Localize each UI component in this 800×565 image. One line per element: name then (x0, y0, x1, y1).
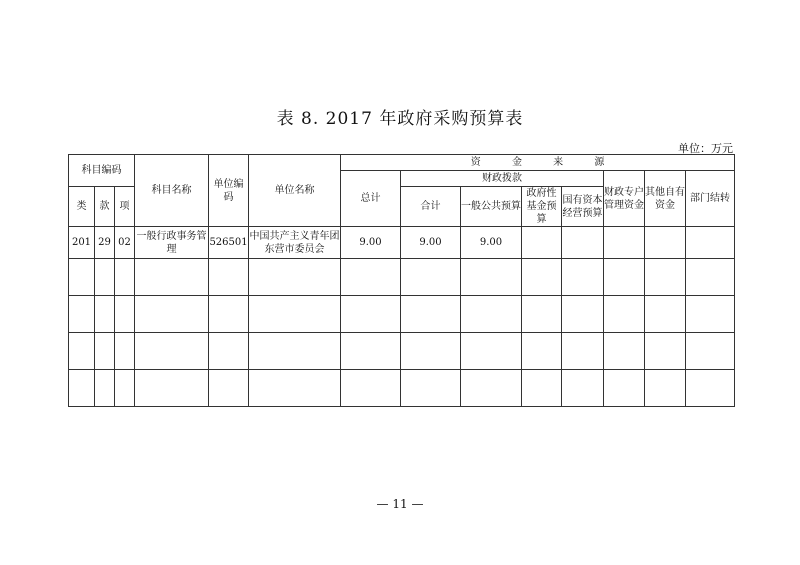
cell-xiang: 02 (115, 227, 135, 259)
empty-row (69, 296, 735, 333)
header-row-1 (69, 155, 735, 171)
header-government-fund-budget: 政府性基金预算 (522, 187, 562, 227)
empty-row (69, 333, 735, 370)
cell-other-own-funds (645, 227, 686, 259)
header-subject-code: 科目编码 (69, 155, 135, 187)
cell-subject-name: 一般行政事务管理 (135, 227, 209, 259)
cell-government-fund-budget (522, 227, 562, 259)
cell-general-public-budget: 9.00 (461, 227, 522, 259)
header-general-public-budget: 一般公共预算 (461, 187, 522, 227)
empty-row (69, 259, 735, 296)
cell-kuan: 29 (95, 227, 115, 259)
page-number: — 11 — (376, 497, 424, 511)
unit-label: 单位：万元 (678, 142, 733, 155)
header-subtotal: 合计 (401, 187, 461, 227)
header-fiscal-special-account: 财政专户管理资金 (604, 171, 645, 227)
cell-subtotal: 9.00 (401, 227, 461, 259)
header-lei: 类 (69, 187, 95, 227)
header-dept-carryover: 部门结转 (686, 171, 735, 227)
cell-unit-code: 526501 (209, 227, 249, 259)
page-title: 表 8. 2017 年政府采购预算表 (276, 109, 524, 129)
header-unit-code: 单位编码 (209, 155, 249, 227)
procurement-budget-table (68, 154, 735, 407)
empty-row (69, 370, 735, 407)
header-unit-name: 单位名称 (249, 155, 341, 227)
table-row (69, 227, 735, 259)
header-state-capital-budget: 国有资本经营预算 (562, 187, 604, 227)
header-subject-name: 科目名称 (135, 155, 209, 227)
cell-unit-name: 中国共产主义青年团东营市委员会 (249, 227, 341, 259)
header-xiang: 项 (115, 187, 135, 227)
cell-state-capital-budget (562, 227, 604, 259)
header-funding-source: 资 金 来 源 (341, 155, 735, 171)
header-fiscal-allocation: 财政拨款 (401, 171, 604, 187)
cell-dept-carryover (686, 227, 735, 259)
cell-total: 9.00 (341, 227, 401, 259)
header-total: 总计 (341, 171, 401, 227)
cell-lei: 201 (69, 227, 95, 259)
header-other-own-funds: 其他自有资金 (645, 171, 686, 227)
header-kuan: 款 (95, 187, 115, 227)
cell-fiscal-special-account (604, 227, 645, 259)
